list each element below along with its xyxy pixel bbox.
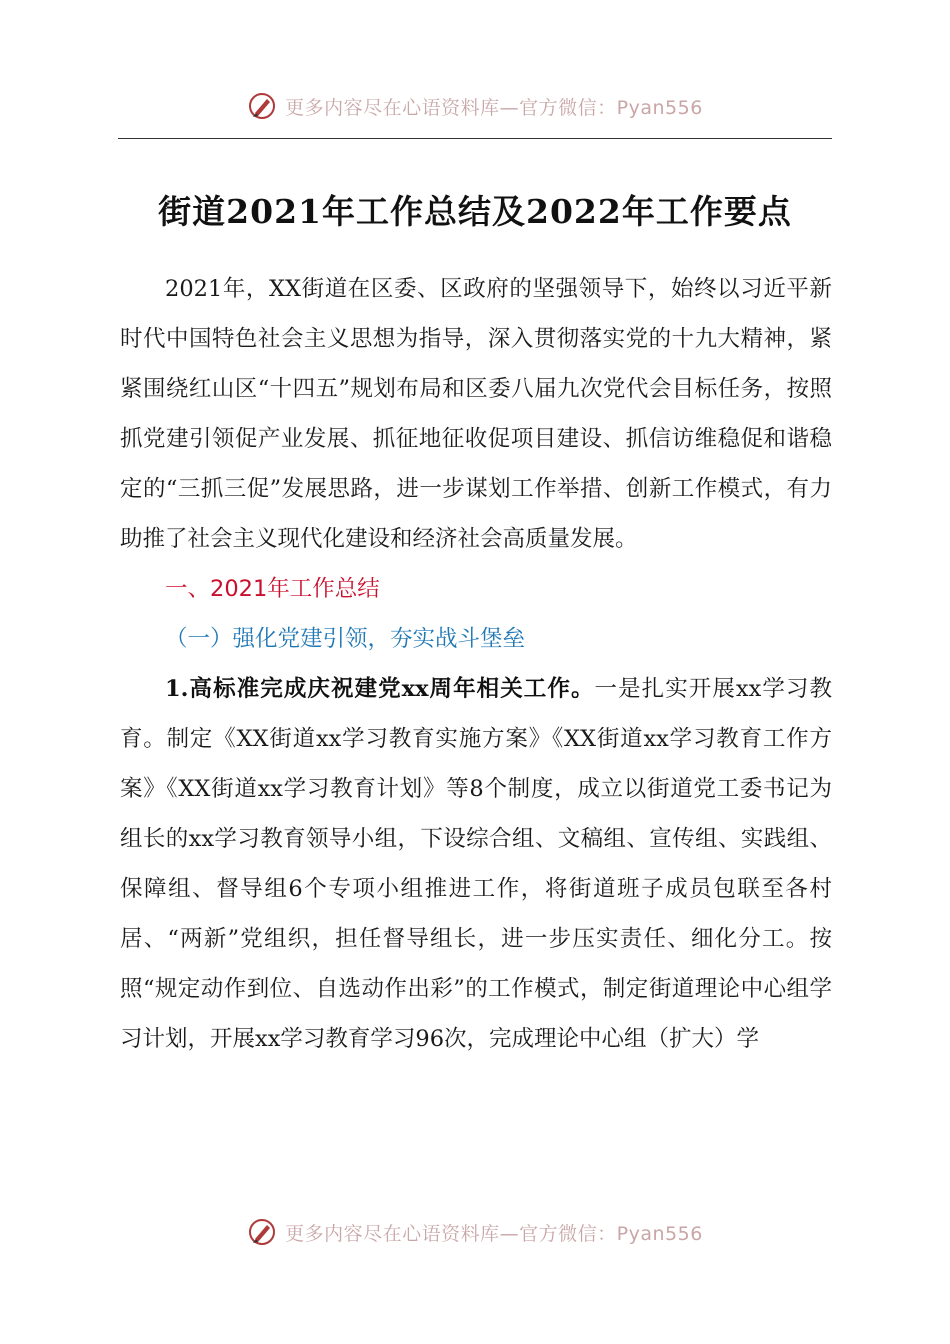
pen-circle-logo-icon <box>247 1217 277 1247</box>
pen-circle-logo-icon <box>247 91 277 121</box>
header-divider <box>118 138 832 139</box>
item-lead: 1.高标准完成庆祝建党xx周年相关工作。 <box>165 676 595 702</box>
item-paragraph <box>120 664 832 1064</box>
watermark-footer <box>0 1210 950 1254</box>
document-body <box>120 264 832 1064</box>
subsection-heading: （一）强化党建引领，夯实战斗堡垒 <box>165 626 526 652</box>
section-heading: 一、2021年工作总结 <box>165 576 380 602</box>
intro-paragraph: 2021年，XX街道在区委、区政府的坚强领导下，始终以习近平新时代中国特色社会主义思想为指导，深入贯彻落实党的十九大精神，紧紧围绕红山区“十四五”规划布局和区委八届九次党代会目标任务，按照抓党建引领促产业发展、抓征地征收促项目建设、抓信访维稳促和谐稳定的“三抓三促”发展思路，进一步谋划工作举措、创新工作模式，有力助推了社会主义现代化建设和经济社会高质量发展。 <box>120 276 832 552</box>
watermark-text: 更多内容尽在心语资料库—官方微信：Pyan556 <box>285 96 703 119</box>
watermark-header <box>0 84 950 128</box>
item-body: 一是扎实开展xx学习教育。制定《XX街道xx学习教育实施方案》《XX街道xx学习教育工作方案》《XX街道xx学习教育计划》等8个制度，成立以街道党工委书记为组长的xx学习教育领导小组，下设综合组、文稿组、宣传组、实践组、保障组、督导组6个专项小组推进工作，将街道班子成员包联至各村居、“两新”党组织，担任督导组长，进一步压实责任、细化分工。按照“规定动作到位、自选动作出彩”的工作模式，制定街道理论中心组学习计划，开展xx学习教育学习96次，完成理论中心组（扩大）学 <box>120 676 832 1052</box>
watermark-text: 更多内容尽在心语资料库—官方微信：Pyan556 <box>285 1222 703 1245</box>
document-title: 街道2021年工作总结及2022年工作要点 <box>158 192 792 231</box>
